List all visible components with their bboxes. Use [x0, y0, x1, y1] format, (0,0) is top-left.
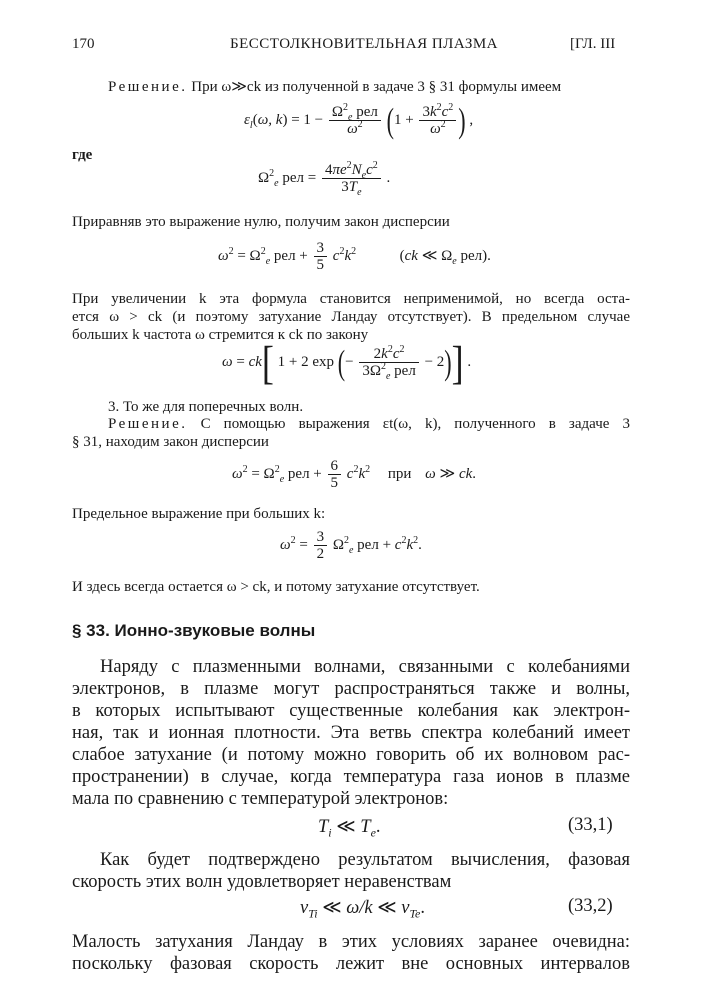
- solution-label: Решение.: [108, 79, 188, 95]
- equation-33-1: $T_i$ ≪ $T_e$.: [318, 817, 381, 840]
- para2-line: Как будет подтверждено результатом вычисления, фазовая: [100, 850, 630, 870]
- solution-2-label: Решение.: [108, 416, 188, 432]
- increase-line-3: больших k частота ω стремится к ck по закону: [72, 327, 369, 343]
- section-title: § 33. Ионно-звуковые волны: [72, 621, 316, 640]
- dispersion-intro: Приравняв это выражение нулю, получим закон дисперсии: [72, 214, 450, 230]
- para1-line: ная, так и ионная плотности. Эта ветвь спектра колебаний имеет: [72, 723, 630, 743]
- solution-2-text: С помощью выражения εt(ω, k), полученного в задаче 3: [200, 416, 630, 432]
- section-heading: [72, 621, 315, 641]
- formula-dispersion-transverse: $\omega^2 = \Omega^2_e$ рел + $\frac{6}{5}$ $c^2k^2$ при ω ≫ ck.: [232, 458, 477, 491]
- solution-2-line-2: § 31, находим закон дисперсии: [72, 434, 269, 450]
- running-title: БЕССТОЛКНОВИТЕЛЬНАЯ ПЛАЗМА: [230, 36, 498, 52]
- chapter-label: [ГЛ. III: [570, 36, 616, 52]
- formula-large-k: $\omega^2$ = $\frac{3}{2}$ $\Omega^2_e$ рел + $c^2k^2$.: [280, 529, 422, 562]
- formula-omega-limit: ω = ck[ 1 + 2 exp (− $\frac{2k^2c^2}{3\Omega^2_e рел}$ − 2)] .: [222, 336, 472, 389]
- problem-3: 3. То же для поперечных волн.: [108, 399, 304, 415]
- para2-line: скорость этих волн удовлетворяет неравенствам: [72, 872, 452, 892]
- equation-33-2: $v_{Ti}$ ≪ ω/k ≪ $v_{Te}$.: [300, 898, 425, 921]
- formula-epsilon-l: $\varepsilon_l(\omega$, k) = 1 − $\frac{\Omega^2_e рел}{\omega^2}$ (1 + $\frac{3k^2c^2}{\omega^2}$ ) ,: [244, 99, 474, 140]
- limit-expression-intro: Предельное выражение при больших k:: [72, 506, 326, 522]
- no-damping-sentence: И здесь всегда остается ω > ck, и потому затухание отсутствует.: [72, 579, 480, 595]
- increase-line-1: При увеличении k эта формула становится неприменимой, но всегда оста-: [72, 291, 630, 307]
- solution-2-line-1: [108, 415, 630, 434]
- increase-line-2: ется ω > ck (и поэтому затухание Ландау отсутствует). В предельном случае: [72, 309, 630, 325]
- page-number: 170: [72, 36, 95, 52]
- formula-omega-rel: $\Omega^2_e$ рел = $\frac{4\pi e^2N_ec^2}{3T_e}$ .: [258, 160, 391, 198]
- para3-line: поскольку фазовая скорость лежит вне основных интервалов: [72, 954, 630, 974]
- solution-1-line: [108, 78, 630, 97]
- para1-line: слабое затухание (и потому можно говорить об их волновом рас-: [72, 745, 630, 765]
- formula-dispersion-longitudinal: $\omega^2 = \Omega^2_e$ рел + $\frac{3}{5}$ $c^2k^2$ (ck ≪ $\Omega_e$ рел).: [218, 240, 491, 273]
- para1-line: Наряду с плазменными волнами, связанными с колебаниями: [100, 657, 630, 677]
- para1-line: мала по сравнению с температурой электронов:: [72, 789, 449, 809]
- para3-line: Малость затухания Ландау в этих условиях заранее очевидна:: [72, 932, 630, 952]
- para1-line: пространении) в случае, когда температура газа ионов в плазме: [72, 767, 630, 787]
- where-word: где: [72, 147, 93, 163]
- para1-line: электронов, в плазме могут распространяться также и волны,: [72, 679, 630, 699]
- solution-text: При ω≫ck из полученной в задаче 3 § 31 формулы имеем: [191, 79, 562, 95]
- para1-line: в которых испытывают существенные колебания как электрон-: [72, 701, 630, 721]
- equation-33-1-number: (33,1): [568, 815, 613, 835]
- equation-33-2-number: (33,2): [568, 896, 613, 916]
